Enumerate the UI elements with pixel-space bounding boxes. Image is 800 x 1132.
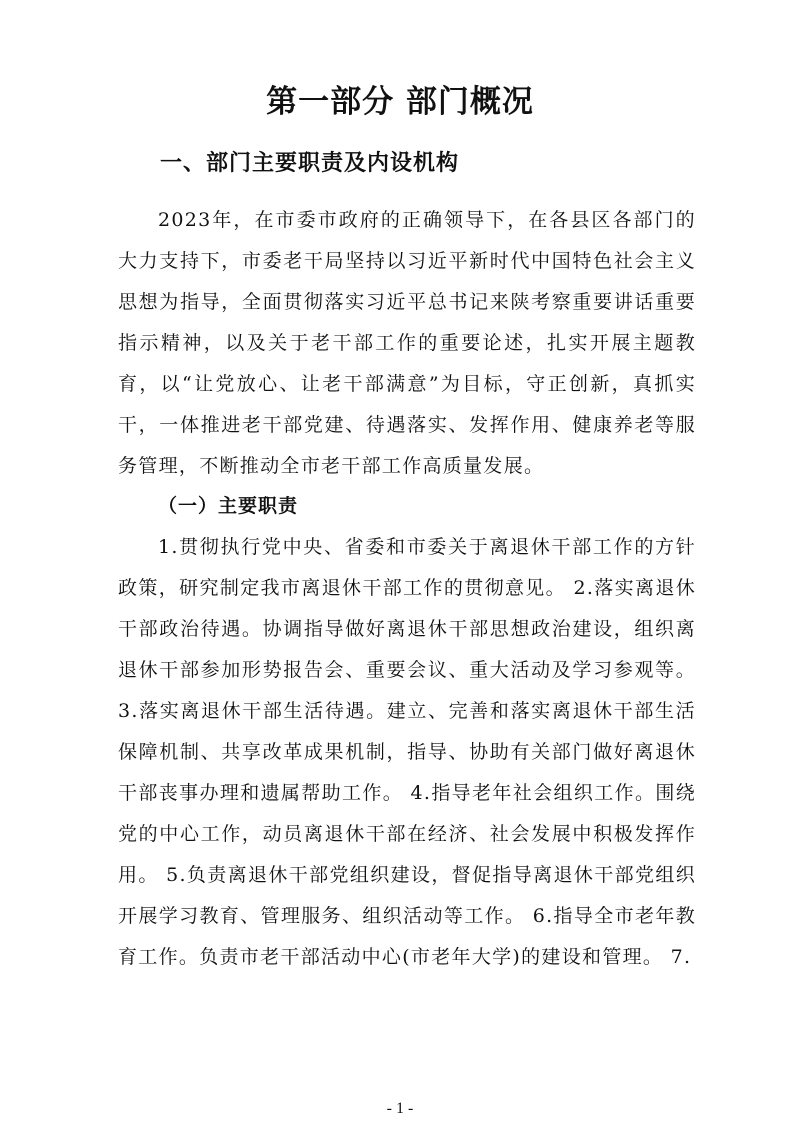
- page-title: 第一部分 部门概况: [266, 84, 534, 120]
- intro-paragraph: 2023年，在市委市政府的正确领导下，在各县区各部门的大力支持下，市委老干局坚持以习近平新时代中国特色社会主义思想为指导，全面贯彻落实习近平总书记来陕考察重要讲话重要指示精神，以及关于老干部工作的重要论述，扎实开展主题教育，以“让党放心、让老干部满意”为目标，守正创新，真抓实干，一体推进老干部党建、待遇落实、发挥作用、健康养老等服务管理，不断推动全市老干部工作高质量发展。: [118, 209, 696, 477]
- page-number: - 1 -: [386, 1100, 414, 1117]
- section-heading: 一、部门主要职责及内设机构: [160, 151, 460, 176]
- subsection-heading: （一）主要职责: [158, 495, 299, 517]
- duties-paragraph: 1.贯彻执行党中央、省委和市委关于离退休干部工作的方针政策，研究制定我市离退休干部工作的贯彻意见。 2.落实离退休干部政治待遇。协调指导做好离退休干部思想政治建设，组织离退休干部参加形势报告会、重要会议、重大活动及学习参观等。 3.落实离退休干部生活待遇。建立、完善和落实离退休干部生活保障机制、共享改革成果机制，指导、协助有关部门做好离退休干部丧事办理和遗属帮助工作。 4.指导老年社会组织工作。围绕党的中心工作，动员离退休干部在经济、社会发展中积极发挥作用。 5.负责离退休干部党组织建设，督促指导离退休干部党组织开展学习教育、管理服务、组织活动等工作。 6.指导全市老年教育工作。负责市老干部活动中心(市老年大学)的建设和管理。 7.: [118, 536, 696, 968]
